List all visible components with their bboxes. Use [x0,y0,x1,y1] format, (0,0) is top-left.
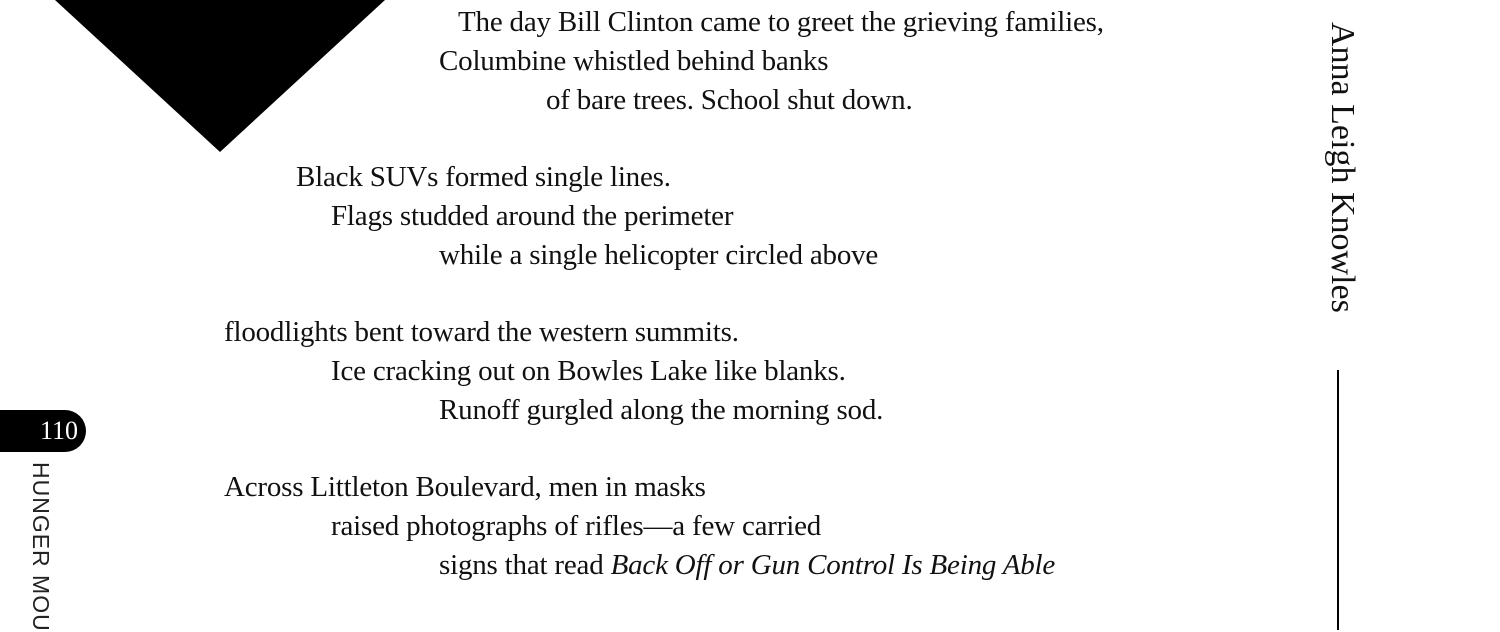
poem-line: while a single helicopter circled above [439,239,879,271]
journal-name-vertical: HUNGER MOU [28,462,54,632]
poem-line: The day Bill Clinton came to greet the grieving families, [458,6,1104,38]
poem-line: Runoff gurgled along the morning sod. [439,394,884,426]
poem-line [439,546,1055,585]
poem-line: Ice cracking out on Bowles Lake like blanks. [331,355,846,387]
poem-line: floodlights bent toward the western summits. [224,316,739,348]
decorative-black-triangle [55,0,385,152]
poem-line: Black SUVs formed single lines. [296,161,671,193]
poem-line-text: signs that read [439,549,611,581]
author-name-vertical: Anna Leigh Knowles [1324,22,1361,313]
poem-line: raised photographs of rifles—a few carried [331,510,822,542]
page-number: 110 [40,416,79,445]
author-divider-rule [1337,370,1339,630]
page-number-tab [0,410,86,452]
poem-line: Columbine whistled behind banks [439,45,829,77]
poem-line: Flags studded around the perimeter [331,200,734,232]
poem-line: of bare trees. School shut down. [546,84,913,116]
italic-sign-text: Back Off or Gun Control Is Being Able [610,549,1056,581]
poem-line: Across Littleton Boulevard, men in masks [224,471,706,503]
